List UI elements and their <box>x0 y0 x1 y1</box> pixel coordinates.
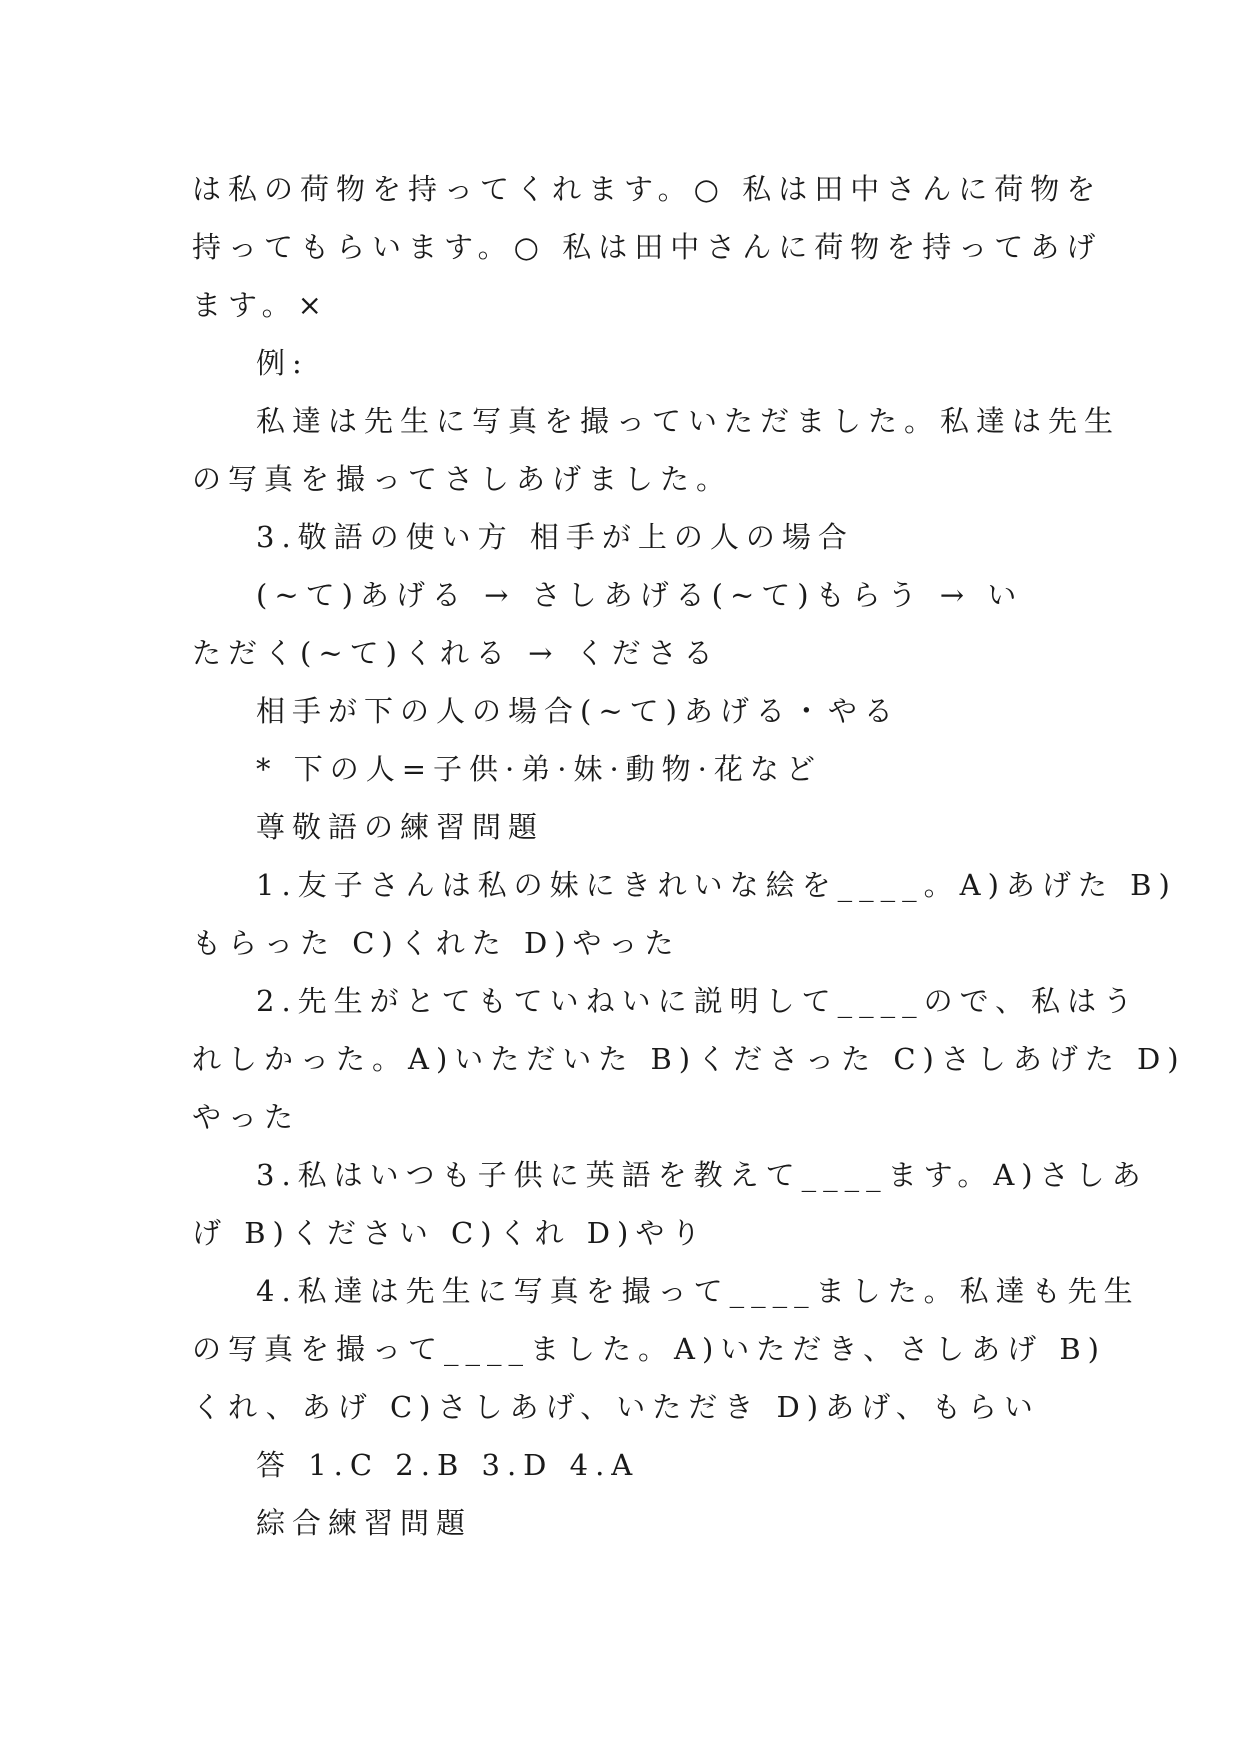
question-3-cont: げ B)ください C)くれ D)やり <box>192 1216 708 1250</box>
section-heading: 3.敬語の使い方 相手が上の人の場合 <box>256 520 854 554</box>
question-4: 4.私達は先生に写真を撮って____ました。私達も先生 <box>256 1274 1140 1308</box>
question-2-cont: やった <box>192 1100 301 1134</box>
section-heading: 綜合練習問題 <box>256 1506 473 1540</box>
note-line: * 下の人=子供·弟·妹·動物·花など <box>256 752 822 786</box>
text-line: は私の荷物を持ってくれます。○ 私は田中さんに荷物を <box>192 172 1103 206</box>
answer-key: 答 1.C 2.B 3.D 4.A <box>256 1448 640 1482</box>
question-4-cont: の写真を撮って____ました。A)いただき、さしあげ B) <box>192 1332 1106 1366</box>
question-2: 2.先生がとてもていねいに説明して____ので、私はう <box>256 984 1140 1018</box>
exercise-heading: 尊敬語の練習問題 <box>256 810 545 844</box>
example-heading: 例: <box>256 346 309 380</box>
question-1-cont: もらった C)くれた D)やった <box>192 926 681 960</box>
question-1: 1.友子さんは私の妹にきれいな絵を____。A)あげた B) <box>256 868 1177 902</box>
text-line: ます。× <box>192 288 329 322</box>
text-line: 私達は先生に写真を撮っていただました。私達は先生 <box>256 404 1121 438</box>
text-line: ただく(~て)くれる → くださる <box>192 636 720 670</box>
text-line: の写真を撮ってさしあげました。 <box>192 462 733 496</box>
text-line: 持ってもらいます。○ 私は田中さんに荷物を持ってあげ <box>192 230 1103 264</box>
document-body <box>192 160 1186 1552</box>
question-2-cont: れしかった。A)いただいた B)くださった C)さしあげた D) <box>192 1042 1186 1076</box>
question-3: 3.私はいつも子供に英語を教えて____ます。A)さしあ <box>256 1158 1148 1192</box>
text-line: (~て)あげる → さしあげる(~て)もらう → い <box>256 578 1024 612</box>
question-4-cont: くれ、あげ C)さしあげ、いただき D)あげ、もらい <box>192 1390 1040 1424</box>
text-line: 相手が下の人の場合(~て)あげる・やる <box>256 694 900 728</box>
